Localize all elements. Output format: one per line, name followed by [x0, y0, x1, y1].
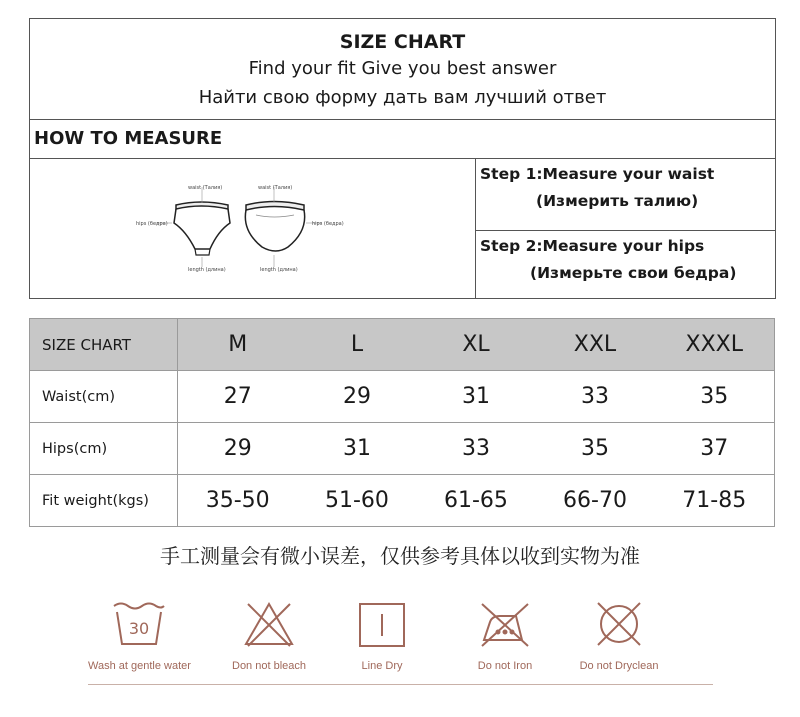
step-1-russian: (Измерить талию)	[536, 192, 699, 210]
care-label: Do not Dryclean	[579, 660, 659, 672]
care-item-iron	[478, 600, 532, 672]
size-column-header: XL	[416, 319, 535, 371]
table-cell: 29	[297, 371, 416, 423]
row-label-hips: Hips(cm)	[30, 423, 178, 475]
table-cell: 35-50	[178, 475, 298, 527]
row-label-fit-weight: Fit weight(kgs)	[30, 475, 178, 527]
care-item-bleach	[232, 600, 306, 672]
measure-steps	[476, 159, 775, 298]
table-cell: 29	[178, 423, 298, 475]
table-row	[30, 423, 775, 475]
size-table	[29, 318, 775, 527]
front-waist-label: waist (Талия)	[188, 185, 223, 191]
underwear-measurement-diagram	[30, 159, 476, 298]
how-to-measure-body	[30, 159, 775, 298]
size-column-header: XXL	[535, 319, 654, 371]
size-table-header-label: SIZE CHART	[30, 319, 178, 371]
front-length-label: length (длина)	[188, 267, 226, 273]
care-item-line-dry	[358, 600, 406, 672]
table-cell: 66-70	[535, 475, 654, 527]
step-2-russian: (Измерьте свои бедра)	[530, 264, 737, 282]
front-hips-label: hips (бедра)	[136, 221, 168, 227]
table-row	[30, 475, 775, 527]
table-cell: 33	[416, 423, 535, 475]
care-item-wash	[88, 600, 191, 672]
care-label: Do not Iron	[477, 660, 533, 672]
front-brief-drawing	[156, 187, 230, 267]
no-iron-icon	[478, 600, 532, 648]
care-label: Don not bleach	[232, 660, 306, 672]
wash-temperature: 30	[129, 619, 150, 638]
subtitle-english: Find your fit Give you best answer	[248, 58, 557, 79]
step-2	[476, 230, 775, 298]
size-column-header: XXXL	[655, 319, 775, 371]
table-cell: 61-65	[416, 475, 535, 527]
no-bleach-icon	[242, 600, 296, 648]
table-row	[30, 371, 775, 423]
wash-30-icon	[112, 600, 166, 648]
step-2-english: Step 2:Measure your hips	[480, 237, 705, 255]
care-divider-line	[88, 684, 713, 685]
page-title: SIZE CHART	[339, 31, 466, 53]
table-cell: 31	[416, 371, 535, 423]
size-column-header: L	[297, 319, 416, 371]
table-cell: 35	[655, 371, 775, 423]
table-cell: 31	[297, 423, 416, 475]
table-cell: 71-85	[655, 475, 775, 527]
back-waist-label: waist (Талия)	[258, 185, 293, 191]
table-cell: 33	[535, 371, 654, 423]
size-table-header-row	[30, 319, 775, 371]
care-item-dryclean	[579, 600, 659, 672]
care-instructions	[88, 600, 713, 690]
measurement-diagram-cell	[30, 159, 476, 298]
title-area	[30, 19, 775, 120]
table-cell: 35	[535, 423, 654, 475]
size-chart-header-box	[29, 18, 776, 299]
care-label: Wash at gentle water	[88, 660, 191, 672]
size-column-header: M	[178, 319, 298, 371]
care-label: Line Dry	[361, 660, 403, 672]
back-length-label: length (длина)	[260, 267, 298, 273]
step-1	[476, 159, 775, 230]
measurement-error-note: 手工测量会有微小误差，仅供参考具体以收到实物为准	[160, 544, 640, 568]
table-cell: 51-60	[297, 475, 416, 527]
back-hips-label: hips (бедра)	[312, 221, 344, 227]
row-label-waist: Waist(cm)	[30, 371, 178, 423]
back-brief-drawing	[245, 187, 322, 267]
table-cell: 27	[178, 371, 298, 423]
no-dryclean-icon	[592, 600, 646, 648]
subtitle-russian: Найти свою форму дать вам лучший ответ	[198, 87, 607, 108]
how-to-measure-heading: HOW TO MEASURE	[30, 120, 775, 159]
step-1-english: Step 1:Measure your waist	[480, 165, 715, 183]
line-dry-icon	[358, 600, 406, 648]
table-cell: 37	[655, 423, 775, 475]
